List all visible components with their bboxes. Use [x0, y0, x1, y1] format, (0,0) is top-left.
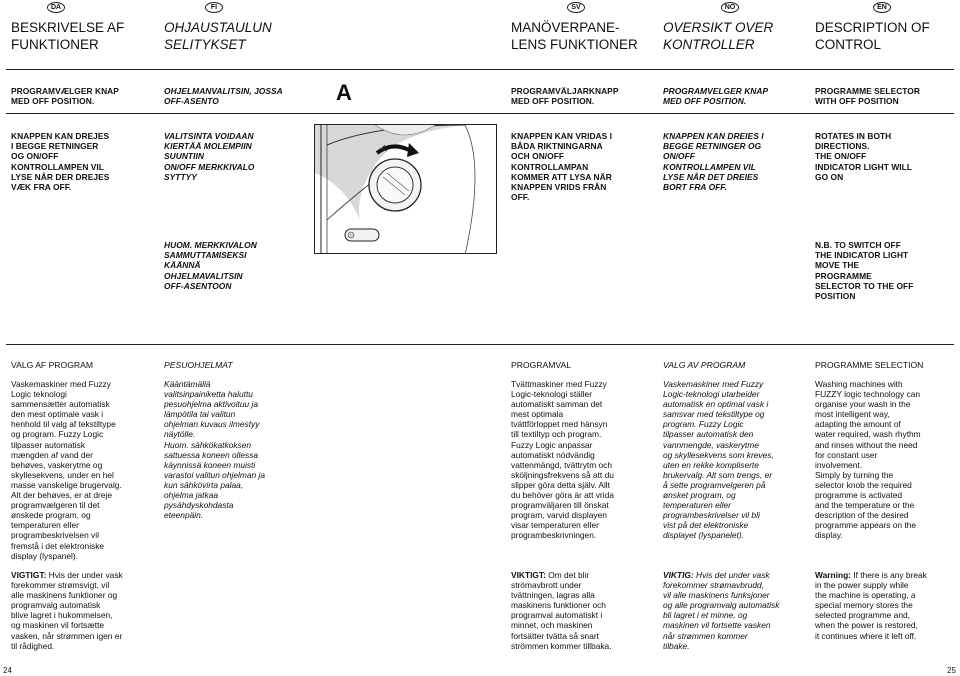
warning-label-en: Warning:: [815, 570, 851, 580]
note-en: N.B. TO SWITCH OFF THE INDICATOR LIGHT MOVE THE PROGRAMME SELECTOR TO THE OFF POSITION: [815, 240, 914, 302]
section-heading-en: PROGRAMME SELECTION: [815, 360, 924, 370]
rotate-en: ROTATES IN BOTH DIRECTIONS. THE ON/OFF INDICATOR LIGHT WILL GO ON: [815, 131, 912, 182]
divider-selector: [6, 113, 954, 114]
divider-section: [6, 344, 954, 345]
title-fi: OHJAUSTAULUN SELITYKSET: [164, 20, 272, 52]
language-badge-no: NO: [721, 2, 739, 13]
title-no: OVERSIKT OVER KONTROLLER: [663, 20, 774, 52]
knob-body: [377, 167, 413, 203]
selector-knob-drawing: [315, 125, 497, 254]
programme-selector-illustration: [314, 124, 497, 254]
body-sv: Tvättmaskiner med Fuzzy Logic-teknologi ställer automatiskt samman det mest optimala tvättförloppet med hänsyn till textiltyp och program. Fuzzy Logic anpassar automatiskt nödvändig vattenmängd, tvättrytm och sköljningsfrekvens så att du slipper göra detta själv. Allt du behöver göra är att vrida programväljaren till önskat program, varvid displayen visar temperaturen eller programbeskrivningen.: [511, 379, 614, 541]
warning-no: VIKTIG: Hvis det under vask forekommer strømavbrudd, vil alle maskinens funksjoner og alle programvalg automatisk bli lagret i et minne, og maskinen vil fortsette vasken når strømmen kommer tilbake.: [663, 570, 780, 651]
panel-curve-right: [465, 125, 475, 254]
body-en: Washing machines with FUZZY logic technology can organise your wash in the most intelligent way, adapting the amount of water required, wash rhythm and rinses without the need for constant user involvement. Simply by turning the selector knob the required programme is activated and the temperature or the description of the desired programme appears on the display.: [815, 379, 921, 541]
language-badge-da: DA: [47, 2, 65, 13]
warning-label-da: VIGTIGT:: [11, 570, 47, 580]
title-da: BESKRIVELSE AF FUNKTIONER: [11, 20, 125, 52]
title-sv: MANÖVERPANE- LENS FUNKTIONER: [511, 20, 638, 52]
warning-sv: VIKTIGT: Om det blir strömavbrott under tvättningen, lagras alla maskinens funktioner och programval automatiskt i minnet, och maskinen fortsätter tvätta så snart strömmen kommer tillbaka.: [511, 570, 612, 651]
body-no: Vaskemaskiner med Fuzzy Logic-teknologi utarbeider automatisk en optimal vask i samsvar med tekstiltype og program. Fuzzy Logic tilpasser automatisk den vannmengde, vaskerytme og skyllesekvens som kreves, uten en rekke kompliserte brukervalg. Alt som trengs, er å sette programvelgeren på ønsket program, og temperaturen eller programbeskrivelser vil bli vist på det elektroniske displayet (lyspanelet).: [663, 379, 774, 541]
warning-label-sv: VIKTIGT:: [511, 570, 546, 580]
language-badge-en: EN: [873, 2, 891, 13]
title-en: DESCRIPTION OF CONTROL: [815, 20, 930, 52]
selector-no: PROGRAMVELGER KNAP MED OFF POSITION.: [663, 86, 769, 107]
body-fi: Kääntämällä valitsinpainiketta haluttu pesuohjelma aktivoituu ja lämpötila tai valitun ohjelman kuvaus ilmestyy näytölle. Huom. sähkökatkoksen sattuessa koneen ollessa käynnissä koneen muisti varastoi valitun ohjelman ja kun sähkövirta palaa, ohjelma jatkaa pysähdyskohdasta eteenpäin.: [164, 379, 266, 521]
section-heading-fi: PESUOHJELMAT: [164, 360, 233, 370]
language-badge-sv: SV: [567, 2, 585, 13]
warning-label-no: VIKTIG:: [663, 570, 694, 580]
divider-top: [6, 69, 954, 70]
note-fi: HUOM. MERKKIVALON SAMMUTTAMISEKSI KÄÄNNÄ OHJELMAVALITSIN OFF-ASENTOON: [164, 240, 257, 291]
rotate-no: KNAPPEN KAN DREIES I BEGGE RETNINGER OG ON/OFF KONTROLLAMPEN VIL LYSE NÅR DET DREIES BORT FRA OFF.: [663, 131, 764, 193]
rotate-sv: KNAPPEN KAN VRIDAS I BÅDA RIKTNINGARNA OCH ON/OFF KONTROLLAMPAN KOMMER ATT LYSA NÄR KNAPPEN VRIDS FRÅN OFF.: [511, 131, 613, 203]
selector-fi: OHJELMANVALITSIN, JOSSA OFF-ASENTO: [164, 86, 283, 107]
body-da: Vaskemaskiner med Fuzzy Logic teknologi sammensætter automatisk den mest optimale vask i henhold til valg af tekstiltype og program. Fuzzy Logic tilpasser automatisk mængden af vand der behøves, vaskerytme og skyllesekvens, under en hel masse vanskelige brugervalg. Alt der behøves, er at dreje programvælgeren til det ønskede program, og temperaturen eller programbeskrivelsen vil fremstå i det elektroniske display (lyspanel).: [11, 379, 122, 561]
section-heading-sv: PROGRAMVAL: [511, 360, 572, 370]
warning-en: Warning: If there is any break in the power supply while the machine is operating, a special memory stores the selected programme and, when the power is restored, it continues where it left off.: [815, 570, 927, 641]
warning-da: VIGTIGT: Hvis der under vask forekommer strømsvigt, vil alle maskinens funktioner og programvalg automatisk blive lagret i hukommelsen, og maskinen vil fortsætte vasken, når strømmen igen er til rådighed.: [11, 570, 123, 651]
section-heading-no: VALG AV PROGRAM: [663, 360, 746, 370]
page-number-right: 25: [947, 666, 956, 675]
page-number-left: 24: [3, 666, 12, 675]
section-heading-da: VALG AF PROGRAM: [11, 360, 93, 370]
selector-en: PROGRAMME SELECTOR WITH OFF POSITION: [815, 86, 920, 107]
rotate-fi: VALITSINTA VOIDAAN KIERTÄÄ MOLEMPIIN SUUNTIIN ON/OFF MERKKIVALO SYTTYY: [164, 131, 255, 182]
selector-sv: PROGRAMVÄLJARKNAPP MED OFF POSITION.: [511, 86, 619, 107]
rotation-arrow-head: [407, 143, 419, 157]
figure-label-a: A: [336, 80, 352, 105]
rotate-da: KNAPPEN KAN DREJES I BEGGE RETNINGER OG ON/OFF KONTROLLAMPEN VIL LYSE NÅR DER DREJES VÆK FRA OFF.: [11, 131, 110, 193]
indicator-lens: [348, 232, 354, 238]
selector-da: PROGRAMVÆLGER KNAP MED OFF POSITION.: [11, 86, 119, 107]
language-badge-fi: FI: [205, 2, 223, 13]
